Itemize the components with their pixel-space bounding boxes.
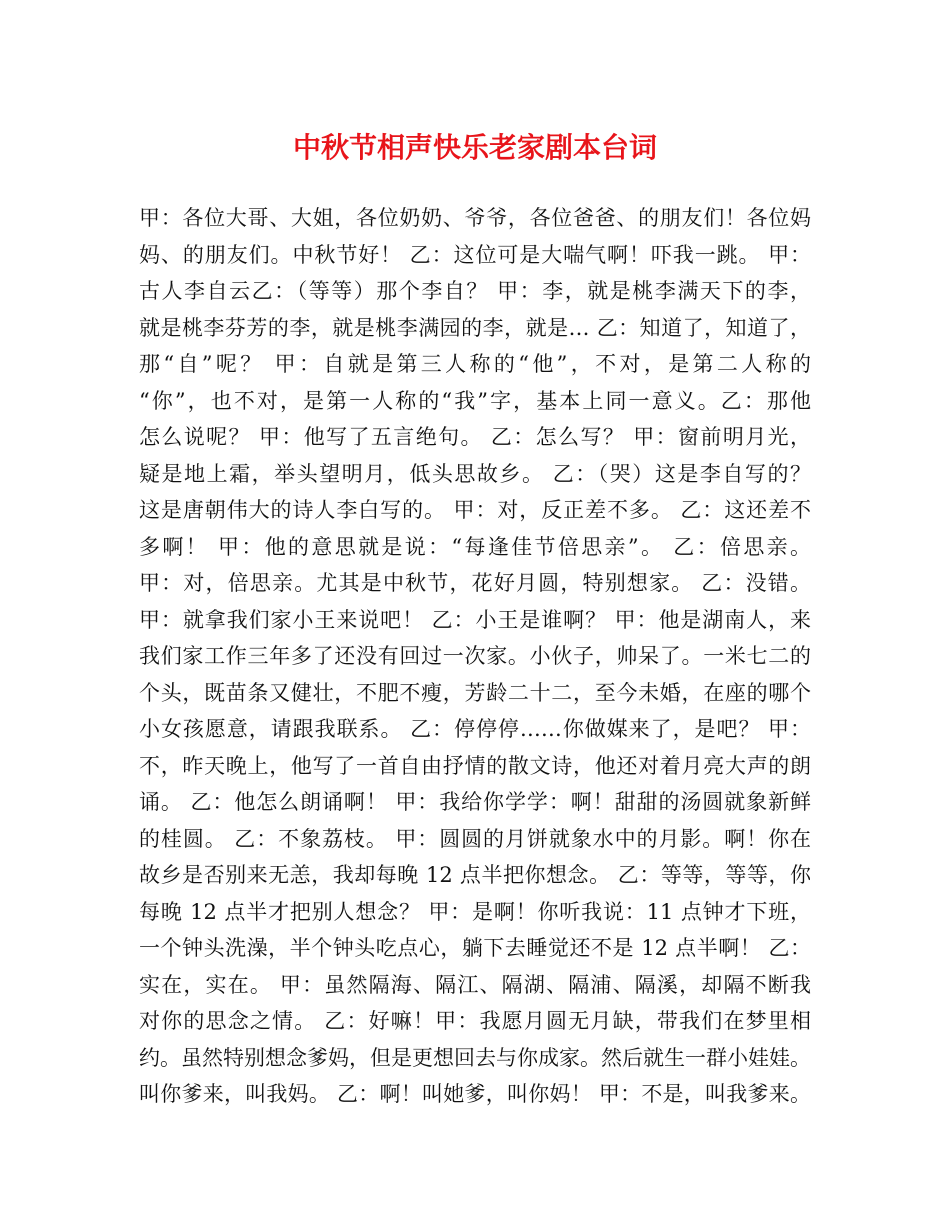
body-line: 诵。 乙：他怎么朗诵啊！ 甲：我给你学学：啊！甜甜的汤圆就象新鲜 <box>139 790 811 814</box>
body-line: 古人李自云乙：（等等）那个李自？ 甲：李，就是桃李满天下的李， <box>139 279 811 303</box>
body-line: 我们家工作三年多了还没有回过一次家。小伙子，帅呆了。一米七二的 <box>139 644 811 668</box>
body-line: 故乡是否别来无恙，我却每晚 12 点半把你想念。 乙：等等，等等，你 <box>139 863 811 887</box>
body-line: “你”，也不对，是第一人称的“我”字，基本上同一意义。乙：那他 <box>139 388 811 413</box>
body-line: 不，昨天晚上，他写了一首自由抒情的散文诗，他还对着月亮大声的朗 <box>139 753 811 778</box>
body-line: 对你的思念之情。 乙：好嘛！甲：我愿月圆无月缺，带我们在梦里相 <box>139 1009 811 1033</box>
body-line: 的桂圆。 乙：不象荔枝。 甲：圆圆的月饼就象水中的月影。啊！你在 <box>139 826 811 851</box>
body-line: 一个钟头洗澡，半个钟头吃点心，躺下去睡觉还不是 12 点半啊！ 乙： <box>139 936 811 960</box>
body-line: 甲：对，倍思亲。尤其是中秋节，花好月圆，特别想家。 乙：没错。 <box>139 571 811 595</box>
body-line: 小女孩愿意，请跟我联系。 乙：停停停……你做媒来了，是吧？ 甲： <box>139 717 811 741</box>
body-line: 甲：就拿我们家小王来说吧！ 乙：小王是谁啊？ 甲：他是湖南人，来 <box>139 607 811 632</box>
body-line: 个头，既苗条又健壮，不肥不瘦，芳龄二十二，至今未婚，在座的哪个 <box>139 680 811 705</box>
body-line: 实在，实在。 甲：虽然隔海、隔江、隔湖、隔浦、隔溪，却隔不断我 <box>139 972 811 997</box>
body-line: 疑是地上霜，举头望明月，低头思故乡。 乙：（哭）这是李自写的？ <box>139 461 811 486</box>
body-line: 叫你爹来，叫我妈。 乙：啊！叫她爹，叫你妈！ 甲：不是，叫我爹来。 <box>139 1082 811 1106</box>
body-line: 就是桃李芬芳的李，就是桃李满园的李，就是… 乙：知道了，知道了， <box>139 315 811 340</box>
body-line: 多啊！ 甲：他的意思就是说：“每逢佳节倍思亲”。 乙：倍思亲。 <box>139 534 811 559</box>
document-title: 中秋节相声快乐老家剧本台词 <box>292 131 657 164</box>
body-line: 怎么说呢？ 甲：他写了五言绝句。 乙：怎么写？ 甲：窗前明月光， <box>139 425 811 449</box>
body-line: 妈、的朋友们。中秋节好！ 乙：这位可是大喘气啊！吓我一跳。 甲： <box>139 242 811 267</box>
body-line: 这是唐朝伟大的诗人李白写的。 甲：对，反正差不多。 乙：这还差不 <box>139 498 811 522</box>
body-line: 那“自”呢？ 甲：自就是第三人称的“他”，不对，是第二人称的 <box>139 352 811 376</box>
body-line: 约。虽然特别想念爹妈，但是更想回去与你成家。然后就生一群小娃娃。 <box>139 1045 811 1070</box>
script-body <box>139 200 811 1113</box>
body-line: 每晚 12 点半才把别人想念？ 甲：是啊！你听我说：11 点钟才下班， <box>139 899 811 924</box>
body-line: 甲：各位大哥、大姐，各位奶奶、爷爷，各位爸爸、的朋友们！各位妈 <box>139 206 811 230</box>
